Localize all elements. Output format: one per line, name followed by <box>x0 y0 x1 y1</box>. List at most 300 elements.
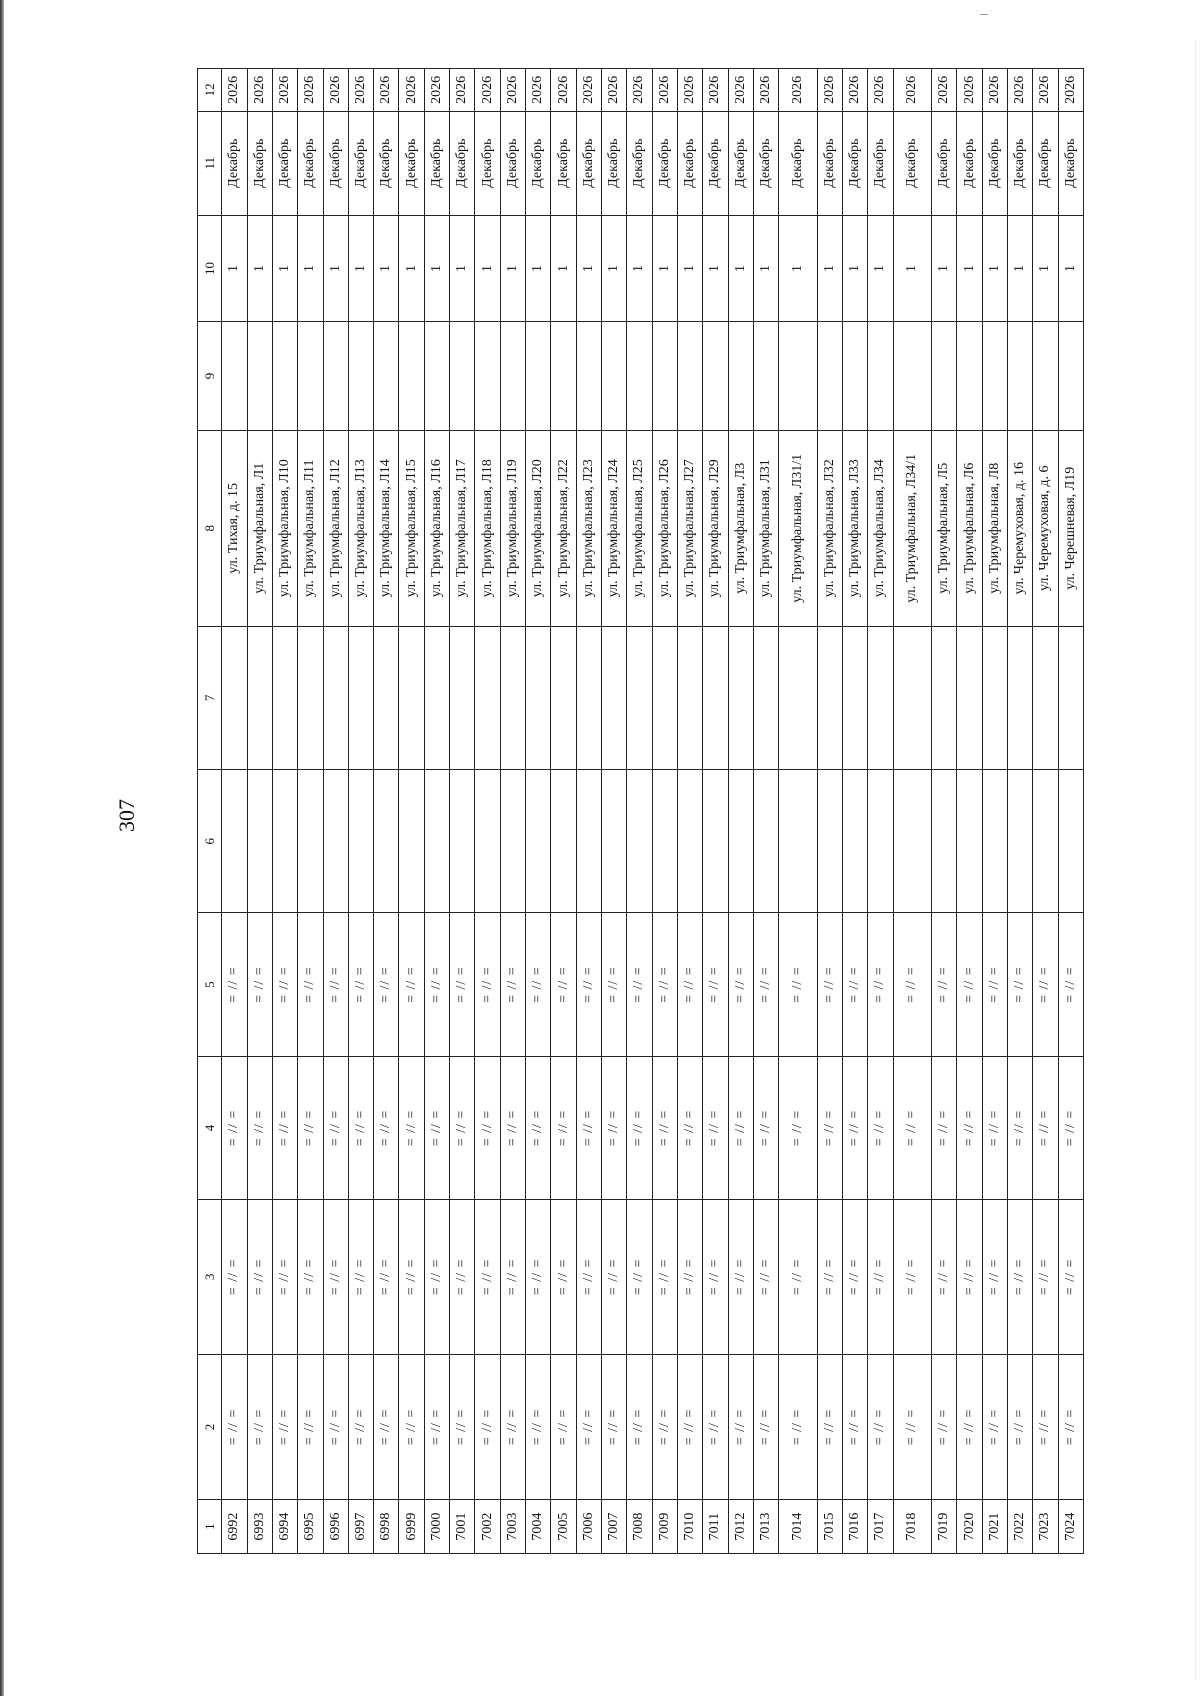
month-cell: Декабрь <box>576 111 601 215</box>
column-9-cell <box>627 322 652 431</box>
column-3-cell: = // = <box>475 1200 500 1355</box>
column-5-cell: = // = <box>222 913 247 1056</box>
column-9-cell <box>932 322 957 431</box>
column-3-cell: = // = <box>450 1200 475 1355</box>
column-9-cell <box>374 322 399 431</box>
month-cell: Декабрь <box>551 111 576 215</box>
column-4-cell: = // = <box>475 1056 500 1199</box>
address-cell: ул. Триумфальная, Л29 <box>703 430 728 626</box>
table-row <box>576 69 601 1554</box>
column-7-cell <box>500 626 525 769</box>
year-cell: 2026 <box>1058 69 1083 112</box>
column-6-cell <box>842 770 867 913</box>
column-2-cell: = // = <box>893 1354 931 1500</box>
column-5-cell: = // = <box>551 913 576 1056</box>
column-3-cell: = // = <box>1058 1200 1083 1355</box>
table-row <box>842 69 867 1554</box>
column-3-cell: = // = <box>677 1200 702 1355</box>
year-cell: 2026 <box>576 69 601 112</box>
column-5-cell: = // = <box>1007 913 1032 1056</box>
column-6-cell <box>1058 770 1083 913</box>
row-number-cell: 7003 <box>500 1500 525 1554</box>
column-3-cell: = // = <box>932 1200 957 1355</box>
column-6-cell <box>500 770 525 913</box>
column-7-cell <box>677 626 702 769</box>
count-cell: 1 <box>526 215 551 321</box>
month-cell: Декабрь <box>868 111 893 215</box>
column-6-cell <box>1007 770 1032 913</box>
column-2-cell: = // = <box>703 1354 728 1500</box>
month-cell: Декабрь <box>399 111 424 215</box>
column-9-cell <box>753 322 778 431</box>
table-body <box>198 69 1084 1554</box>
column-3-cell: = // = <box>348 1200 373 1355</box>
row-number-cell: 7001 <box>450 1500 475 1554</box>
year-cell: 2026 <box>753 69 778 112</box>
count-cell: 1 <box>842 215 867 321</box>
column-3-cell: = // = <box>753 1200 778 1355</box>
table-row <box>500 69 525 1554</box>
row-number-cell: 7015 <box>817 1500 842 1554</box>
column-2-cell: = // = <box>1058 1354 1083 1500</box>
count-cell: 1 <box>551 215 576 321</box>
column-4-cell: = // = <box>893 1056 931 1199</box>
column-9-cell <box>957 322 982 431</box>
column-7-cell <box>627 626 652 769</box>
month-cell: Декабрь <box>627 111 652 215</box>
column-5-cell: = // = <box>703 913 728 1056</box>
column-7-cell <box>247 626 272 769</box>
column-2-cell: = // = <box>374 1354 399 1500</box>
column-4-cell: = // = <box>1007 1056 1032 1199</box>
column-3-cell: = // = <box>272 1200 297 1355</box>
column-9-cell <box>817 322 842 431</box>
address-cell: ул. Триумфальная, Л24 <box>601 430 626 626</box>
column-7-cell <box>450 626 475 769</box>
table-row <box>475 69 500 1554</box>
column-7-cell <box>817 626 842 769</box>
column-5-cell: = // = <box>932 913 957 1056</box>
address-cell: ул. Триумфальная, Л34 <box>868 430 893 626</box>
count-cell: 1 <box>627 215 652 321</box>
month-cell: Декабрь <box>1058 111 1083 215</box>
column-6-cell <box>817 770 842 913</box>
count-cell: 1 <box>703 215 728 321</box>
year-cell: 2026 <box>779 69 817 112</box>
table-row <box>551 69 576 1554</box>
address-cell: ул. Триумфальная, Л16 <box>424 430 449 626</box>
column-6-cell <box>868 770 893 913</box>
row-number-cell: 7016 <box>842 1500 867 1554</box>
column-5-cell: = // = <box>399 913 424 1056</box>
column-9-cell <box>601 322 626 431</box>
count-cell: 1 <box>222 215 247 321</box>
count-cell: 1 <box>932 215 957 321</box>
column-5-cell: = // = <box>298 913 323 1056</box>
count-cell: 1 <box>601 215 626 321</box>
address-cell: ул. Тихая, д. 15 <box>222 430 247 626</box>
column-7-cell <box>1033 626 1058 769</box>
address-cell: ул. Черемуховая, д. 6 <box>1033 430 1058 626</box>
month-cell: Декабрь <box>753 111 778 215</box>
column-9-cell <box>576 322 601 431</box>
row-number-cell: 6993 <box>247 1500 272 1554</box>
column-4-cell: = // = <box>932 1056 957 1199</box>
column-6-cell <box>627 770 652 913</box>
scan-mark <box>1195 40 1196 1680</box>
column-5-cell: = // = <box>500 913 525 1056</box>
year-cell: 2026 <box>627 69 652 112</box>
month-cell: Декабрь <box>932 111 957 215</box>
count-cell: 1 <box>753 215 778 321</box>
column-3-cell: = // = <box>1007 1200 1032 1355</box>
rotated-table-wrapper <box>197 68 1084 1554</box>
column-number: 9 <box>198 322 222 431</box>
month-cell: Декабрь <box>842 111 867 215</box>
year-cell: 2026 <box>842 69 867 112</box>
year-cell: 2026 <box>817 69 842 112</box>
address-cell: ул. Триумфальная, Л15 <box>399 430 424 626</box>
row-number-cell: 7006 <box>576 1500 601 1554</box>
column-9-cell <box>247 322 272 431</box>
column-2-cell: = // = <box>779 1354 817 1500</box>
column-2-cell: = // = <box>526 1354 551 1500</box>
column-number: 12 <box>198 69 222 112</box>
address-cell: ул. Триумфальная, Л34/1 <box>893 430 931 626</box>
column-6-cell <box>576 770 601 913</box>
month-cell: Декабрь <box>298 111 323 215</box>
column-7-cell <box>551 626 576 769</box>
column-6-cell <box>932 770 957 913</box>
column-number-row <box>198 69 222 1554</box>
column-2-cell: = // = <box>868 1354 893 1500</box>
count-cell: 1 <box>298 215 323 321</box>
count-cell: 1 <box>399 215 424 321</box>
row-number-cell: 7007 <box>601 1500 626 1554</box>
column-7-cell <box>893 626 931 769</box>
column-9-cell <box>652 322 677 431</box>
column-4-cell: = // = <box>399 1056 424 1199</box>
column-9-cell <box>323 322 348 431</box>
column-5-cell: = // = <box>957 913 982 1056</box>
column-4-cell: = // = <box>424 1056 449 1199</box>
row-number-cell: 7013 <box>753 1500 778 1554</box>
count-cell: 1 <box>576 215 601 321</box>
column-2-cell: = // = <box>475 1354 500 1500</box>
column-4-cell: = // = <box>551 1056 576 1199</box>
column-2-cell: = // = <box>272 1354 297 1500</box>
address-cell: ул. Триумфальная, Л6 <box>957 430 982 626</box>
table-row <box>247 69 272 1554</box>
column-4-cell: = // = <box>779 1056 817 1199</box>
year-cell: 2026 <box>450 69 475 112</box>
year-cell: 2026 <box>475 69 500 112</box>
table-row <box>1058 69 1083 1554</box>
month-cell: Декабрь <box>703 111 728 215</box>
column-number: 5 <box>198 913 222 1056</box>
address-cell: ул. Триумфальная, Л25 <box>627 430 652 626</box>
table-row <box>728 69 753 1554</box>
column-9-cell <box>1033 322 1058 431</box>
column-9-cell <box>779 322 817 431</box>
column-4-cell: = // = <box>652 1056 677 1199</box>
month-cell: Декабрь <box>247 111 272 215</box>
column-number: 4 <box>198 1056 222 1199</box>
column-6-cell <box>399 770 424 913</box>
column-4-cell: = // = <box>753 1056 778 1199</box>
year-cell: 2026 <box>932 69 957 112</box>
table-row <box>753 69 778 1554</box>
table-row <box>868 69 893 1554</box>
row-number-cell: 6994 <box>272 1500 297 1554</box>
column-4-cell: = // = <box>601 1056 626 1199</box>
column-6-cell <box>272 770 297 913</box>
address-cell: ул. Триумфальная, Л27 <box>677 430 702 626</box>
scan-edge <box>0 0 4 1696</box>
column-6-cell <box>298 770 323 913</box>
column-9-cell <box>475 322 500 431</box>
month-cell: Декабрь <box>374 111 399 215</box>
column-6-cell <box>893 770 931 913</box>
column-7-cell <box>1007 626 1032 769</box>
column-2-cell: = // = <box>1007 1354 1032 1500</box>
column-5-cell: = // = <box>652 913 677 1056</box>
year-cell: 2026 <box>348 69 373 112</box>
column-9-cell <box>677 322 702 431</box>
year-cell: 2026 <box>247 69 272 112</box>
column-4-cell: = // = <box>703 1056 728 1199</box>
column-6-cell <box>728 770 753 913</box>
column-6-cell <box>247 770 272 913</box>
column-6-cell <box>957 770 982 913</box>
column-6-cell <box>374 770 399 913</box>
month-cell: Декабрь <box>1033 111 1058 215</box>
month-cell: Декабрь <box>957 111 982 215</box>
column-4-cell: = // = <box>817 1056 842 1199</box>
year-cell: 2026 <box>868 69 893 112</box>
column-6-cell <box>1033 770 1058 913</box>
column-2-cell: = // = <box>652 1354 677 1500</box>
column-6-cell <box>703 770 728 913</box>
column-7-cell <box>1058 626 1083 769</box>
column-3-cell: = // = <box>323 1200 348 1355</box>
column-2-cell: = // = <box>247 1354 272 1500</box>
count-cell: 1 <box>779 215 817 321</box>
column-6-cell <box>222 770 247 913</box>
column-5-cell: = // = <box>842 913 867 1056</box>
count-cell: 1 <box>272 215 297 321</box>
year-cell: 2026 <box>272 69 297 112</box>
year-cell: 2026 <box>374 69 399 112</box>
table-row <box>1033 69 1058 1554</box>
column-5-cell: = // = <box>601 913 626 1056</box>
address-cell: ул. Черешневая, Л19 <box>1058 430 1083 626</box>
column-3-cell: = // = <box>424 1200 449 1355</box>
column-7-cell <box>753 626 778 769</box>
year-cell: 2026 <box>526 69 551 112</box>
column-6-cell <box>779 770 817 913</box>
column-5-cell: = // = <box>247 913 272 1056</box>
column-9-cell <box>1058 322 1083 431</box>
year-cell: 2026 <box>677 69 702 112</box>
row-number-cell: 7010 <box>677 1500 702 1554</box>
column-2-cell: = // = <box>222 1354 247 1500</box>
month-cell: Декабрь <box>323 111 348 215</box>
column-2-cell: = // = <box>957 1354 982 1500</box>
column-7-cell <box>399 626 424 769</box>
column-6-cell <box>424 770 449 913</box>
column-5-cell: = // = <box>753 913 778 1056</box>
row-number-cell: 7023 <box>1033 1500 1058 1554</box>
table-row <box>957 69 982 1554</box>
column-7-cell <box>374 626 399 769</box>
column-2-cell: = // = <box>817 1354 842 1500</box>
table-row <box>222 69 247 1554</box>
column-3-cell: = // = <box>222 1200 247 1355</box>
column-4-cell: = // = <box>868 1056 893 1199</box>
column-4-cell: = // = <box>627 1056 652 1199</box>
month-cell: Декабрь <box>272 111 297 215</box>
column-2-cell: = // = <box>842 1354 867 1500</box>
month-cell: Декабрь <box>450 111 475 215</box>
column-9-cell <box>348 322 373 431</box>
count-cell: 1 <box>677 215 702 321</box>
column-4-cell: = // = <box>450 1056 475 1199</box>
column-4-cell: = // = <box>1033 1056 1058 1199</box>
column-5-cell: = // = <box>817 913 842 1056</box>
count-cell: 1 <box>1033 215 1058 321</box>
address-cell: ул. Триумфальная, Л17 <box>450 430 475 626</box>
column-7-cell <box>932 626 957 769</box>
table-row <box>893 69 931 1554</box>
address-cell: ул. Триумфальная, Л13 <box>348 430 373 626</box>
year-cell: 2026 <box>1033 69 1058 112</box>
column-2-cell: = // = <box>982 1354 1007 1500</box>
column-7-cell <box>982 626 1007 769</box>
column-3-cell: = // = <box>576 1200 601 1355</box>
year-cell: 2026 <box>298 69 323 112</box>
table-row <box>677 69 702 1554</box>
year-cell: 2026 <box>893 69 931 112</box>
year-cell: 2026 <box>652 69 677 112</box>
address-cell: ул. Триумфальная, Л19 <box>500 430 525 626</box>
column-2-cell: = // = <box>424 1354 449 1500</box>
address-cell: ул. Триумфальная, Л22 <box>551 430 576 626</box>
column-2-cell: = // = <box>728 1354 753 1500</box>
column-6-cell <box>982 770 1007 913</box>
year-cell: 2026 <box>551 69 576 112</box>
count-cell: 1 <box>868 215 893 321</box>
count-cell: 1 <box>982 215 1007 321</box>
column-3-cell: = // = <box>893 1200 931 1355</box>
year-cell: 2026 <box>1007 69 1032 112</box>
row-number-cell: 7000 <box>424 1500 449 1554</box>
month-cell: Декабрь <box>677 111 702 215</box>
column-4-cell: = // = <box>677 1056 702 1199</box>
column-3-cell: = // = <box>982 1200 1007 1355</box>
month-cell: Декабрь <box>728 111 753 215</box>
column-7-cell <box>323 626 348 769</box>
address-cell: ул. Триумфальная, Л11 <box>298 430 323 626</box>
column-6-cell <box>551 770 576 913</box>
table-row <box>703 69 728 1554</box>
column-9-cell <box>424 322 449 431</box>
count-cell: 1 <box>1007 215 1032 321</box>
column-2-cell: = // = <box>601 1354 626 1500</box>
column-4-cell: = // = <box>323 1056 348 1199</box>
column-5-cell: = // = <box>982 913 1007 1056</box>
table-row <box>424 69 449 1554</box>
column-7-cell <box>703 626 728 769</box>
row-number-cell: 7012 <box>728 1500 753 1554</box>
address-cell: ул. Триумфальная, Л18 <box>475 430 500 626</box>
column-7-cell <box>842 626 867 769</box>
row-number-cell: 7008 <box>627 1500 652 1554</box>
column-3-cell: = // = <box>728 1200 753 1355</box>
column-5-cell: = // = <box>526 913 551 1056</box>
month-cell: Декабрь <box>652 111 677 215</box>
year-cell: 2026 <box>728 69 753 112</box>
column-3-cell: = // = <box>500 1200 525 1355</box>
table-row <box>932 69 957 1554</box>
address-cell: ул. Триумфальная, Л23 <box>576 430 601 626</box>
column-5-cell: = // = <box>323 913 348 1056</box>
column-9-cell <box>526 322 551 431</box>
column-2-cell: = // = <box>627 1354 652 1500</box>
address-cell: ул. Триумфальная, Л14 <box>374 430 399 626</box>
count-cell: 1 <box>323 215 348 321</box>
row-number-cell: 7021 <box>982 1500 1007 1554</box>
row-number-cell: 7019 <box>932 1500 957 1554</box>
count-cell: 1 <box>728 215 753 321</box>
month-cell: Декабрь <box>893 111 931 215</box>
column-7-cell <box>779 626 817 769</box>
year-cell: 2026 <box>399 69 424 112</box>
row-number-cell: 7024 <box>1058 1500 1083 1554</box>
column-4-cell: = // = <box>500 1056 525 1199</box>
table-row <box>1007 69 1032 1554</box>
month-cell: Декабрь <box>779 111 817 215</box>
column-4-cell: = // = <box>298 1056 323 1199</box>
column-6-cell <box>652 770 677 913</box>
row-number-cell: 6997 <box>348 1500 373 1554</box>
month-cell: Декабрь <box>982 111 1007 215</box>
column-7-cell <box>868 626 893 769</box>
column-5-cell: = // = <box>893 913 931 1056</box>
count-cell: 1 <box>500 215 525 321</box>
column-9-cell <box>982 322 1007 431</box>
month-cell: Декабрь <box>601 111 626 215</box>
row-number-cell: 6999 <box>399 1500 424 1554</box>
row-number-cell: 7009 <box>652 1500 677 1554</box>
count-cell: 1 <box>348 215 373 321</box>
count-cell: 1 <box>893 215 931 321</box>
column-2-cell: = // = <box>1033 1354 1058 1500</box>
column-3-cell: = // = <box>842 1200 867 1355</box>
column-4-cell: = // = <box>348 1056 373 1199</box>
year-cell: 2026 <box>957 69 982 112</box>
column-6-cell <box>348 770 373 913</box>
year-cell: 2026 <box>424 69 449 112</box>
column-5-cell: = // = <box>272 913 297 1056</box>
column-9-cell <box>551 322 576 431</box>
year-cell: 2026 <box>323 69 348 112</box>
table-row <box>982 69 1007 1554</box>
column-7-cell <box>957 626 982 769</box>
column-9-cell <box>272 322 297 431</box>
column-3-cell: = // = <box>298 1200 323 1355</box>
table-row <box>779 69 817 1554</box>
